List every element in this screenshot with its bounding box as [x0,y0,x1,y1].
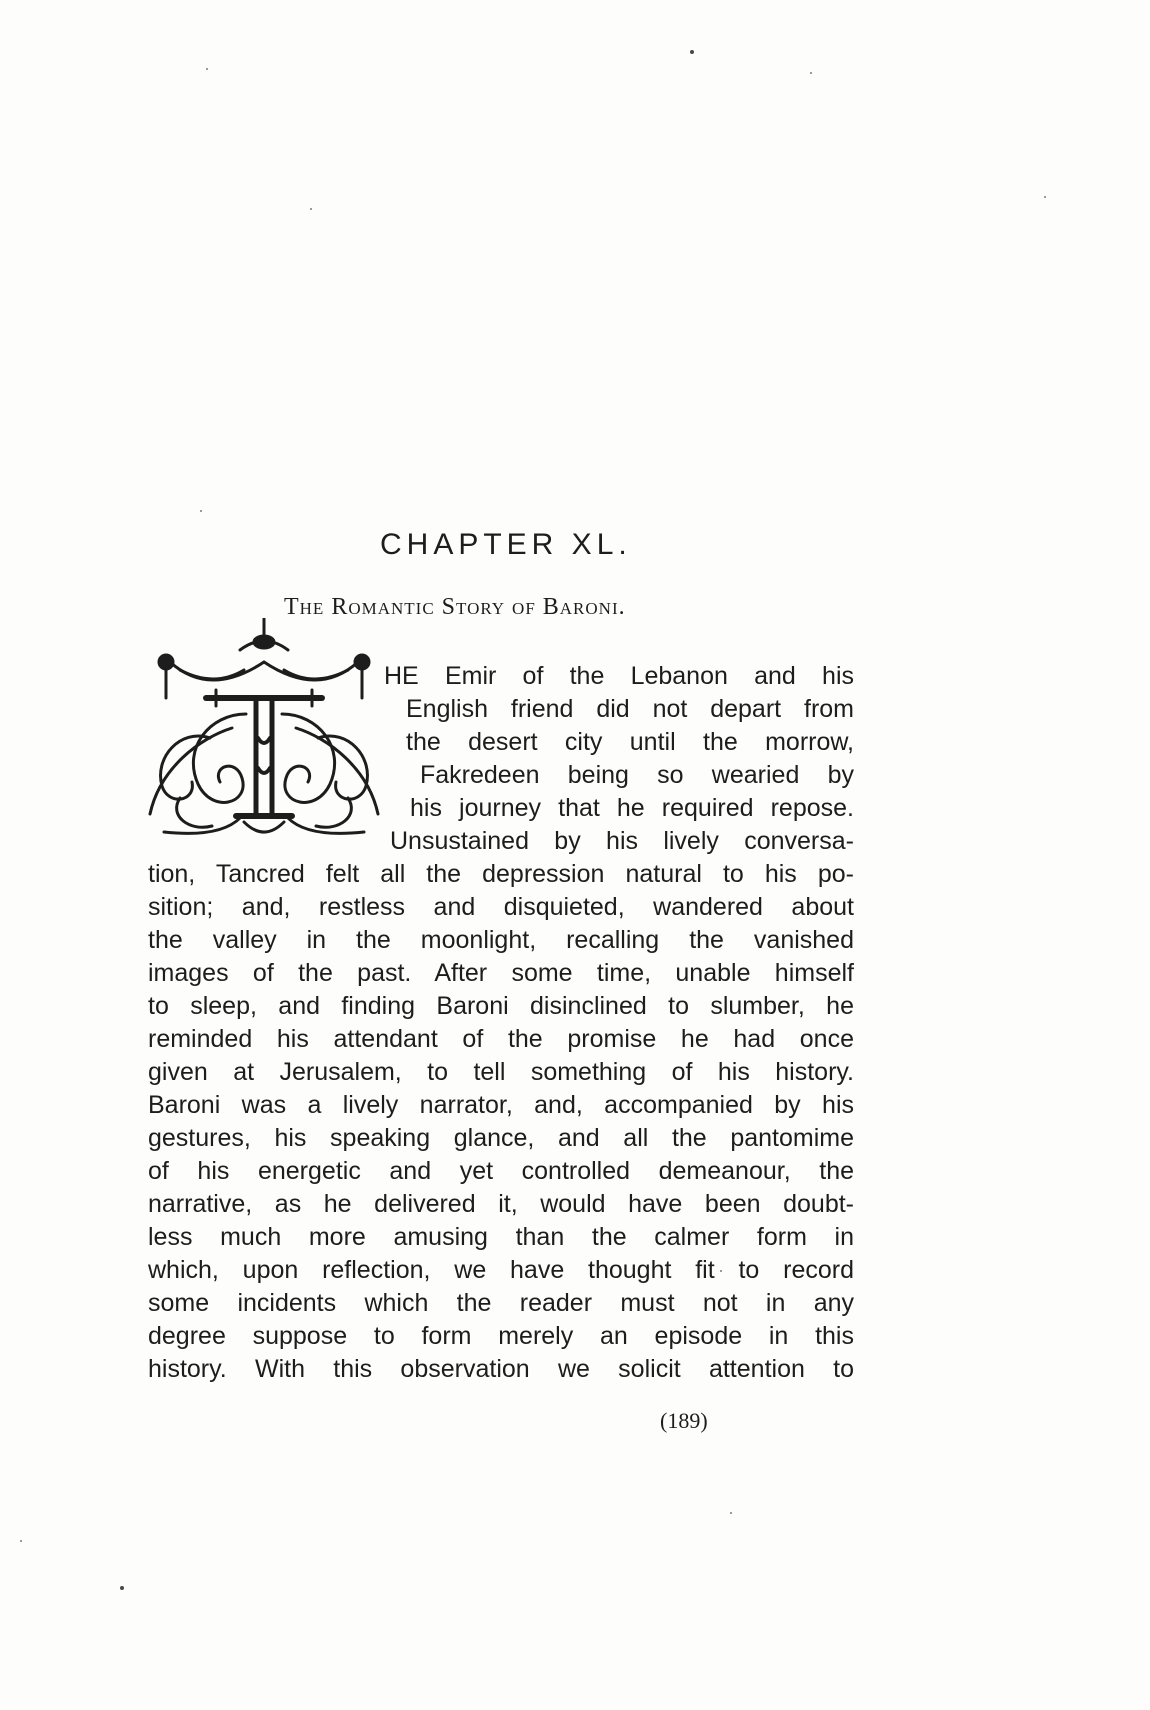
scan-speck [690,50,694,54]
scan-speck [310,208,312,210]
text-line: the desert city until the morrow, [406,728,854,756]
text-line: Baroni was a lively narrator, and, accompanied by his [148,1091,854,1119]
text-line: some incidents which the reader must not in any [148,1289,854,1317]
text-line: Fakredeen being so wearied by [420,761,854,789]
text-line: sition; and, restless and disquieted, wandered about [148,893,854,921]
text-line: the valley in the moonlight, recalling the vanished [148,926,854,954]
text-line: his journey that he required repose. [410,794,854,822]
text-line: reminded his attendant of the promise he had once [148,1025,854,1053]
text-line: of his energetic and yet controlled demeanour, the [148,1157,854,1185]
text-line: images of the past. After some time, unable himself [148,959,854,987]
text-line: gestures, his speaking glance, and all the pantomime [148,1124,854,1152]
text-line: narrative, as he delivered it, would have been doubt- [148,1190,854,1218]
chapter-heading: CHAPTER XL. [380,528,632,561]
text-line: which, upon reflection, we have thought fit to record [148,1256,854,1284]
scan-speck [810,72,812,74]
chapter-subtitle: The Romantic Story of Baroni. [284,594,626,620]
scan-speck [730,1512,732,1514]
text-line: English friend did not depart from [406,695,854,723]
text-line: given at Jerusalem, to tell something of his history. [148,1058,854,1086]
text-line: tion, Tancred felt all the depression natural to his po- [148,860,854,888]
ornamental-initial-T-icon [140,618,388,848]
text-line: history. With this observation we solicit attention to [148,1355,854,1383]
text-line: degree suppose to form merely an episode in this [148,1322,854,1350]
scan-speck [120,1586,124,1590]
scan-speck [206,68,208,70]
text-line: Unsustained by his lively conversa- [390,827,854,855]
text-line: less much more amusing than the calmer form in [148,1223,854,1251]
scan-speck [200,510,202,512]
scan-speck [20,1540,22,1542]
scan-speck [1044,196,1046,198]
text-line: HE Emir of the Lebanon and his [384,662,854,690]
text-line: to sleep, and finding Baroni disinclined to slumber, he [148,992,854,1020]
page-number: (189) [660,1408,708,1433]
